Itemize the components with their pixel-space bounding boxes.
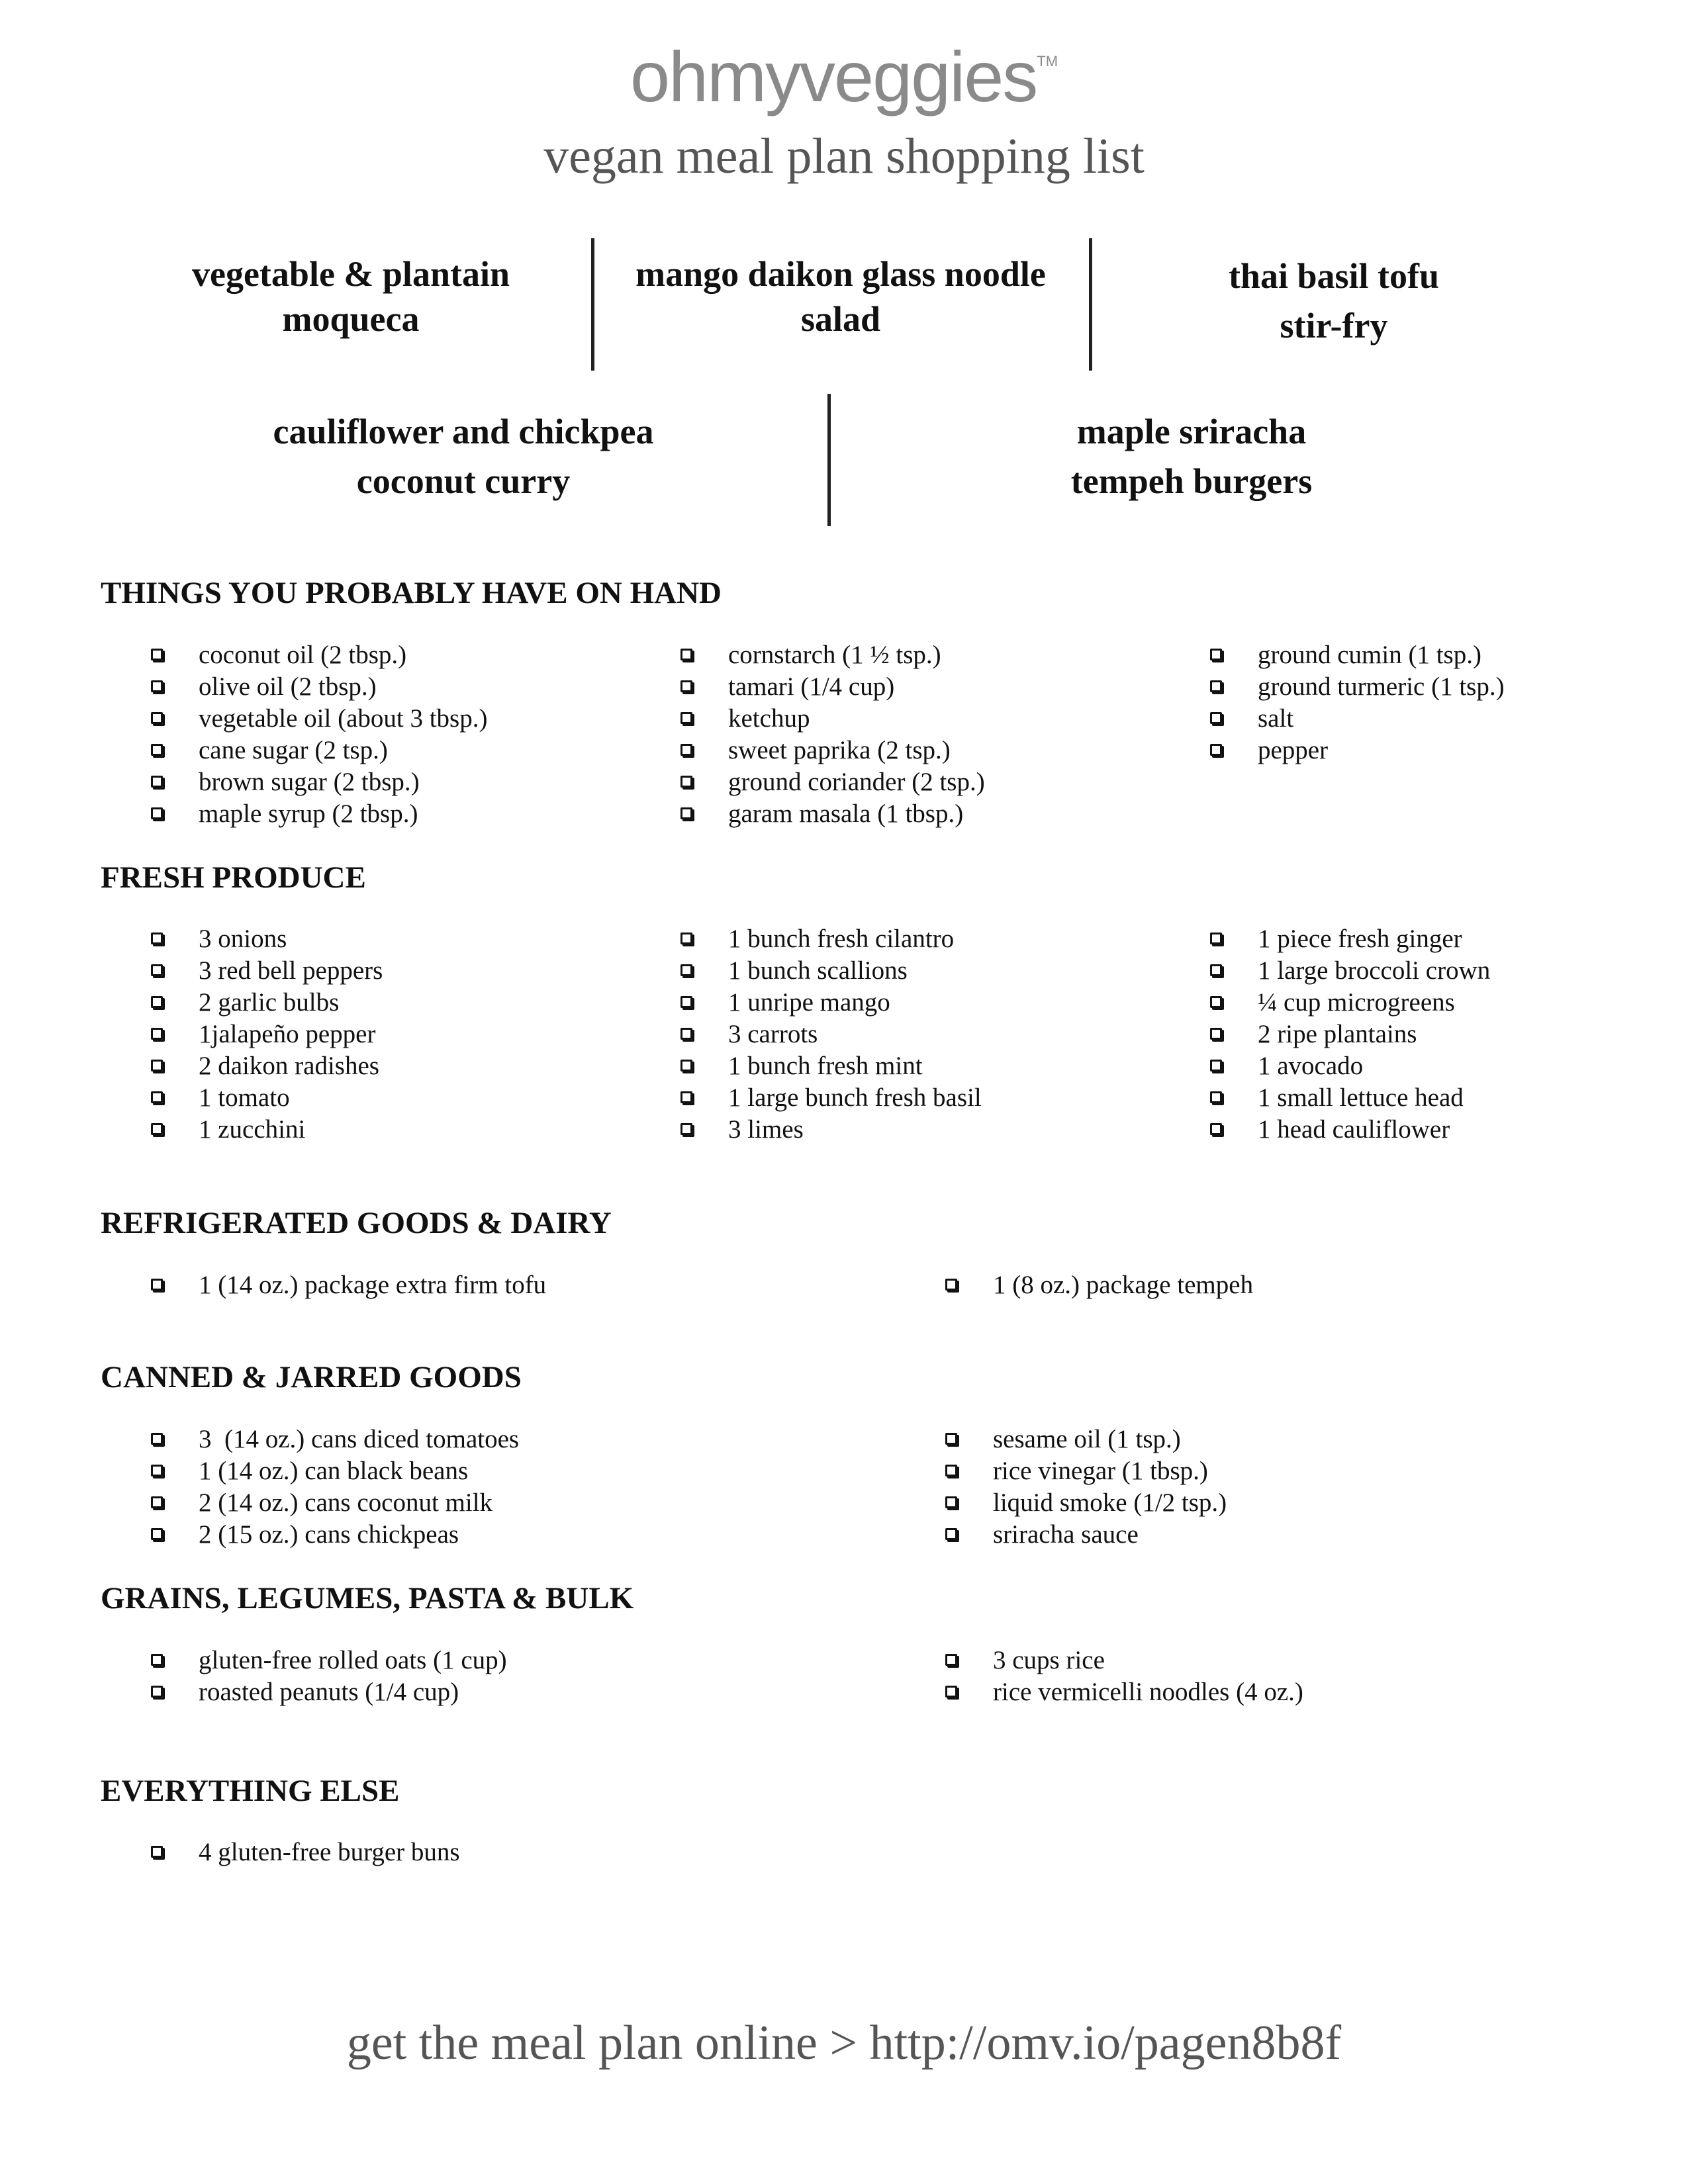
checkbox[interactable] — [680, 996, 692, 1008]
checkbox[interactable] — [1210, 744, 1222, 756]
checkbox[interactable] — [680, 712, 692, 724]
recipe-title-moqueca — [119, 251, 583, 341]
checkbox[interactable] — [1210, 1091, 1222, 1103]
recipe-title-line: tempeh burgers — [1070, 461, 1313, 501]
checkbox[interactable] — [1210, 712, 1222, 724]
page-title: vegan meal plan shopping list — [543, 128, 1145, 184]
checkbox[interactable] — [1210, 964, 1222, 976]
recipe-title-line: maple sriracha — [1076, 412, 1307, 451]
checkbox[interactable] — [680, 1060, 692, 1071]
recipe-title-line: salad — [800, 299, 881, 339]
checkbox[interactable] — [1210, 933, 1222, 944]
checkbox[interactable] — [151, 1060, 163, 1071]
checkbox[interactable] — [1210, 1123, 1222, 1135]
checkbox[interactable] — [151, 1496, 163, 1508]
checkbox[interactable] — [1210, 996, 1222, 1008]
logo-text: ohmyveggies — [630, 36, 1037, 116]
checkbox[interactable] — [151, 933, 163, 944]
checkbox[interactable] — [151, 1279, 163, 1291]
checkbox[interactable] — [151, 964, 163, 976]
recipe-title-line: moqueca — [282, 299, 420, 339]
checkbox[interactable] — [151, 744, 163, 756]
checkbox[interactable] — [151, 1465, 163, 1477]
checkbox[interactable] — [680, 744, 692, 756]
recipe-divider — [591, 238, 594, 371]
checkbox[interactable] — [680, 933, 692, 944]
section-title-everything-else: EVERYTHING ELSE — [101, 1774, 400, 1808]
checkbox[interactable] — [945, 1528, 957, 1540]
checkbox[interactable] — [1210, 1060, 1222, 1071]
trademark-mark: TM — [1037, 53, 1058, 69]
recipe-title-tofu-stir-fry — [1102, 251, 1566, 351]
checkbox[interactable] — [151, 996, 163, 1008]
checkbox[interactable] — [945, 1279, 957, 1291]
recipe-title-tempeh-burgers — [927, 407, 1456, 506]
recipe-title-line: thai basil tofu — [1228, 256, 1440, 296]
checkbox[interactable] — [680, 1123, 692, 1135]
checkbox[interactable] — [151, 1846, 163, 1858]
checkbox[interactable] — [151, 1528, 163, 1540]
recipe-divider — [1089, 238, 1092, 371]
checkbox[interactable] — [151, 807, 163, 819]
recipe-title-line: stir-fry — [1280, 306, 1388, 345]
section-title-on-hand: THINGS YOU PROBABLY HAVE ON HAND — [101, 576, 722, 610]
recipe-title-curry — [199, 407, 728, 506]
checkbox[interactable] — [945, 1686, 957, 1698]
checkbox[interactable] — [1210, 1028, 1222, 1040]
checkbox[interactable] — [151, 712, 163, 724]
recipe-title-line: mango daikon glass noodle — [635, 254, 1046, 294]
checkbox[interactable] — [945, 1654, 957, 1666]
recipe-title-noodle-salad — [602, 251, 1079, 341]
checkbox[interactable] — [680, 680, 692, 692]
checkbox[interactable] — [945, 1496, 957, 1508]
checkbox[interactable] — [151, 1091, 163, 1103]
brand-logo — [0, 36, 1688, 116]
checkbox[interactable] — [680, 1091, 692, 1103]
checkbox[interactable] — [151, 649, 163, 660]
checkbox[interactable] — [151, 1654, 163, 1666]
checkbox[interactable] — [151, 1028, 163, 1040]
section-title-refrigerated: REFRIGERATED GOODS & DAIRY — [101, 1206, 612, 1240]
checkbox[interactable] — [680, 776, 692, 788]
section-title-canned: CANNED & JARRED GOODS — [101, 1360, 522, 1394]
recipe-title-line: vegetable & plantain — [192, 254, 510, 294]
checkbox[interactable] — [1210, 680, 1222, 692]
checkbox[interactable] — [151, 776, 163, 788]
checkbox[interactable] — [680, 1028, 692, 1040]
checkbox[interactable] — [1210, 649, 1222, 660]
checkbox[interactable] — [151, 1433, 163, 1445]
checkbox[interactable] — [151, 1686, 163, 1698]
footer-link-text[interactable]: get the meal plan online > http://omv.io/pagen8b8f — [346, 2016, 1342, 2070]
recipe-title-line: coconut curry — [356, 461, 571, 501]
section-title-fresh-produce: FRESH PRODUCE — [101, 860, 366, 895]
checkbox[interactable] — [680, 964, 692, 976]
checkbox[interactable] — [151, 1123, 163, 1135]
checkbox[interactable] — [680, 649, 692, 660]
checkbox[interactable] — [680, 807, 692, 819]
checkbox[interactable] — [945, 1433, 957, 1445]
checkbox[interactable] — [151, 680, 163, 692]
recipe-divider — [827, 394, 831, 526]
recipe-title-line: cauliflower and chickpea — [273, 412, 654, 451]
section-title-grains: GRAINS, LEGUMES, PASTA & BULK — [101, 1581, 634, 1615]
checkbox[interactable] — [945, 1465, 957, 1477]
